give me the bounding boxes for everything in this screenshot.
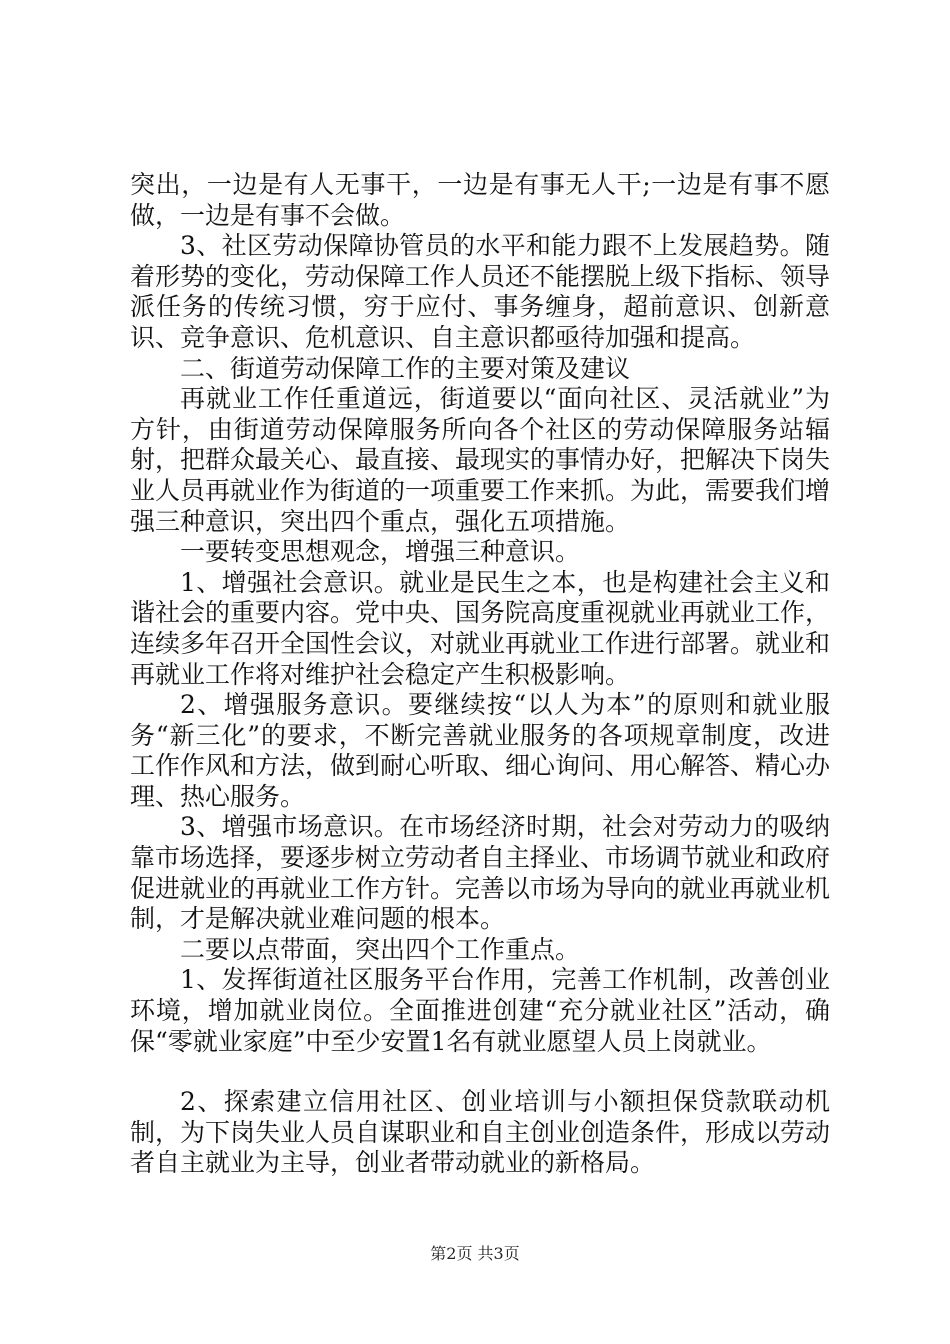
- document-body: [130, 170, 830, 1179]
- paragraph-service-platform: 1、发挥街道社区服务平台作用，完善工作机制，改善创业环境，增加就业岗位。全面推进创建“充分就业社区”活动，确保“零就业家庭”中至少安置1名有就业愿望人员上岗就业。: [130, 965, 830, 1056]
- paragraph-market-awareness: 3、增强市场意识。在市场经济时期，社会对劳动力的吸纳靠市场选择，要逐步树立劳动者自主择业、市场调节就业和政府促进就业的再就业工作方针。完善以市场为导向的就业再就业机制，才是解决就业难问题的根本。: [130, 812, 831, 934]
- paragraph-social-awareness: 1、增强社会意识。就业是民生之本，也是构建社会主义和谐社会的重要内容。党中央、国务院高度重视就业再就业工作，连续多年召开全国性会议，对就业再就业工作进行部署。就业和再就业工作将对维护社会稳定产生积极影响。: [130, 567, 831, 689]
- paragraph-credit-community: 2、探索建立信用社区、创业培训与小额担保贷款联动机制，为下岗失业人员自谋职业和自主创业创造条件，形成以劳动者自主就业为主导，创业者带动就业的新格局。: [130, 1087, 831, 1178]
- page-number-footer: 第2页 共3页: [430, 1244, 520, 1263]
- paragraph-coordinator-ability: 3、社区劳动保障协管员的水平和能力跟不上发展趋势。随着形势的变化，劳动保障工作人员还不能摆脱上级下指标、领导派任务的传统习惯，穷于应付、事务缠身，超前意识、创新意识、竞争意识、危机意识、自主意识都亟待加强和提高。: [130, 231, 831, 352]
- paragraph-service-awareness: 2、增强服务意识。要继续按“以人为本”的原则和就业服务“新三化”的要求，不断完善就业服务的各项规章制度，改进工作作风和方法，做到耐心听取、细心询问、用心解答、精心办理、热心服务。: [130, 690, 831, 811]
- paragraph-reemployment-policy: 再就业工作任重道远，街道要以“面向社区、灵活就业”为方针，由街道劳动保障服务所向各个社区的劳动保障服务站辐射，把群众最关心、最直接、最现实的事情办好，把解决下岗失业人员再就业作为街道的一项重要工作来抓。为此，需要我们增强三种意识，突出四个重点，强化五项措施。: [130, 384, 831, 536]
- subheading-four-priorities: 二要以点带面，突出四个工作重点。: [180, 934, 581, 964]
- paragraph-continuation: 突出，一边是有人无事干，一边是有事无人干;一边是有事不愿做，一边是有事不会做。: [130, 170, 830, 230]
- section-heading-countermeasures: 二、街道劳动保障工作的主要对策及建议: [180, 353, 631, 383]
- subheading-three-awareness: 一要转变思想观念，增强三种意识。: [180, 537, 581, 567]
